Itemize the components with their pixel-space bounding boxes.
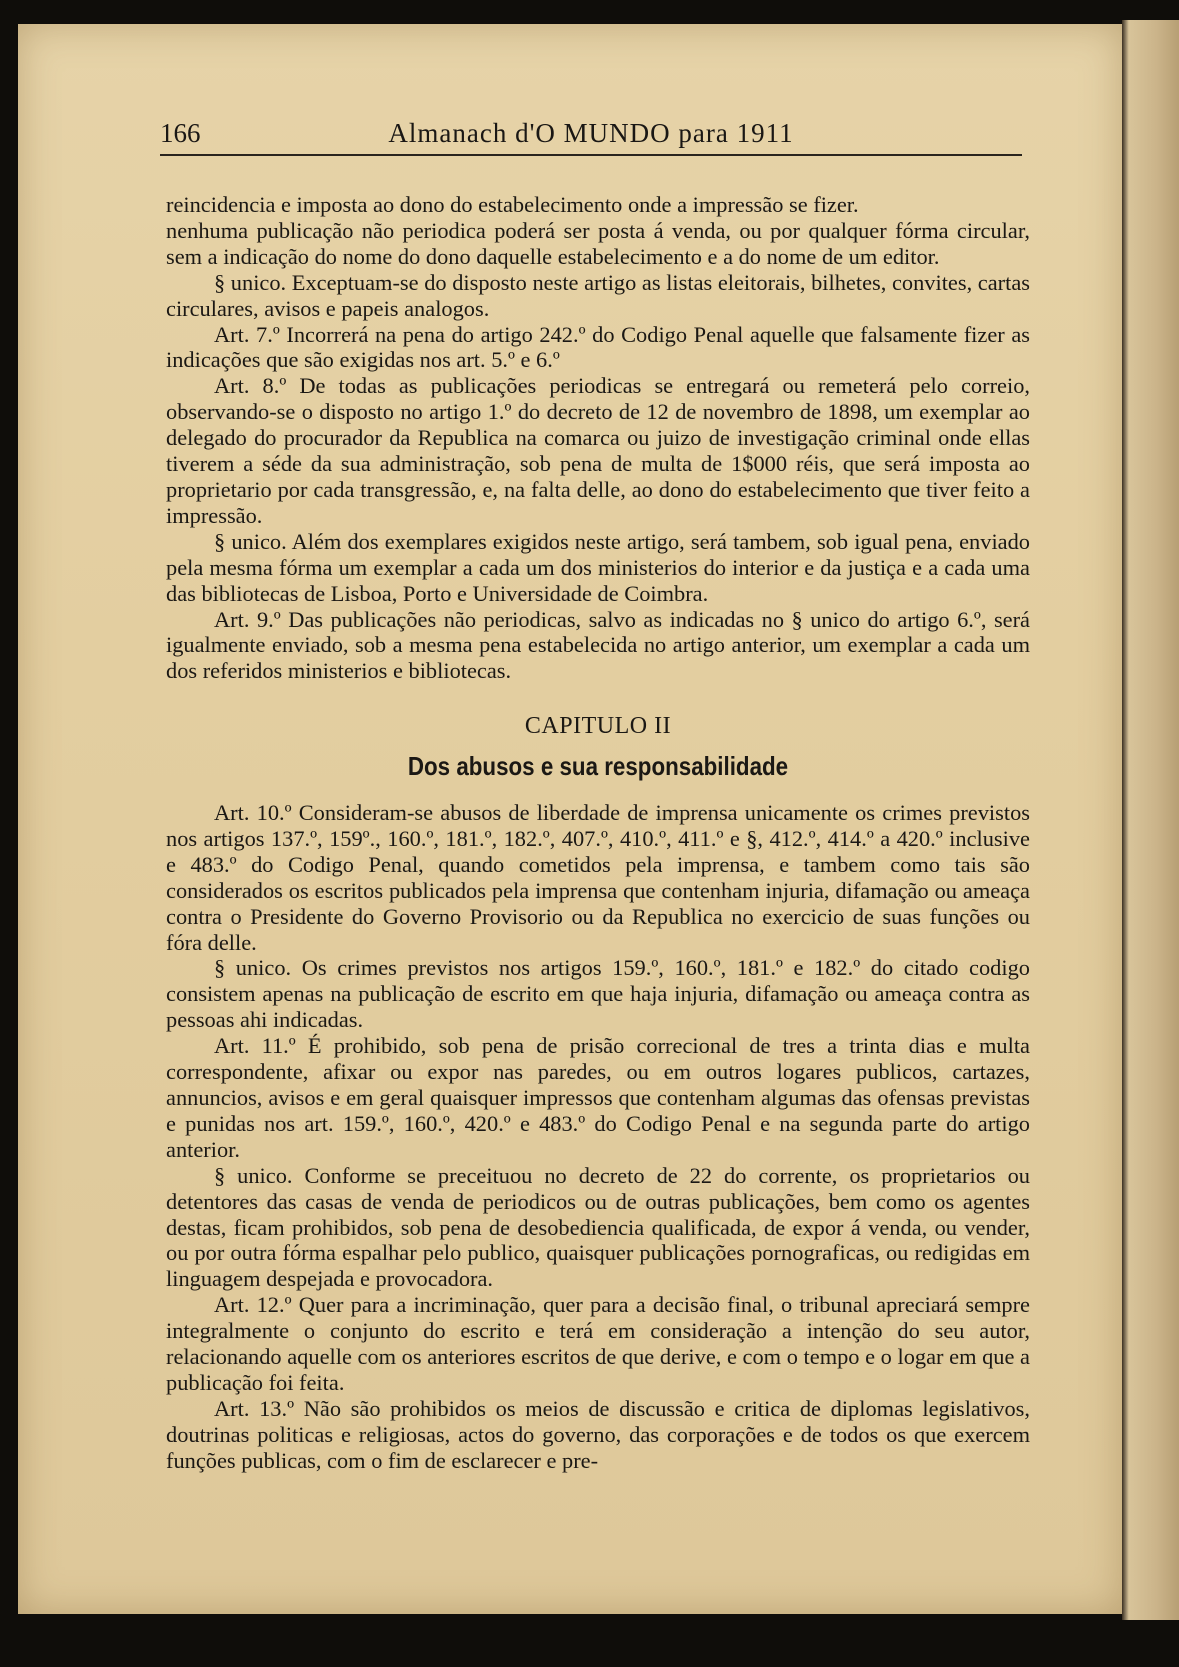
paragraph-unico: § unico. Conforme se preceituou no decreto de 22 do corrente, os proprietarios ou detentores das casas de venda de periodicos ou de outras publicações, bem como os agentes destas, ficam prohibidos, sob pena de desobediencia qualificada, de expor á venda, ou vender, ou por outra fórma espalhar pelo publico, quaisquer publicações pornograficas, ou redigidas em linguagem despejada e provocadora. — [166, 1162, 1030, 1292]
paragraph-art-12: Art. 12.º Quer para a incriminação, quer para a decisão final, o tribunal apreciará sempre integralmente o conjunto do escrito e terá em consideração a intenção do seu autor, relacionando aquelle com os anteriores escritos de que derive, e com o tempo e o logar em que a publicação foi feita. — [166, 1292, 1030, 1395]
chapter-title: Dos abusos e sua responsabilidade — [407, 751, 789, 782]
header-rule — [160, 154, 1022, 156]
page-number: 166 — [160, 118, 201, 148]
paragraph-unico: § unico. Os crimes previstos nos artigos 159.º, 160.º, 181.º e 182.º do citado codigo consistem apenas na publicação de escrito em que haja injuria, difamação ou ameaça contra as pessoas ahi indicadas. — [166, 955, 1030, 1033]
running-header — [160, 112, 1022, 152]
paragraph-unico: § unico. Exceptuam-se do disposto neste artigo as listas eleitorais, bilhetes, convites, cartas circulares, avisos e papeis analogos. — [166, 269, 1030, 321]
paragraph-art-13: Art. 13.º Não são prohibidos os meios de discussão e critica de diplomas legislativos, doutrinas politicas e religiosas, actos do governo, das corporações e de todos os que exercem funções publicas, com o fim de esclarecer e pre- — [166, 1395, 1030, 1473]
article-body — [166, 192, 1030, 1474]
paragraph-art-7: Art. 7.º Incorrerá na pena do artigo 242.º do Codigo Penal aquelle que falsamente fizer as indicações que são exigidas nos art. 5.º e 6.º — [166, 321, 1030, 373]
paragraph-art-8: Art. 8.º De todas as publicações periodicas se entregará ou remeterá pelo correio, observando-se o disposto no artigo 1.º do decreto de 12 de novembro de 1898, um exemplar ao delegado do procurador da Republica na comarca ou juizo de investigação criminal onde ellas tiverem a séde da sua administração, sob pena de multa de 1$000 réis, que será imposta ao proprietario por cada transgressão, e, na falta delle, ao dono do estabelecimento que tiver feito a impressão. — [166, 373, 1030, 528]
paragraph-continuation: reincidencia e imposta ao dono do estabelecimento onde a impressão se fizer. — [166, 192, 859, 217]
paragraph-art-10: Art. 10.º Consideram-se abusos de liberdade de imprensa unicamente os crimes previstos nos artigos 137.º, 159º., 160.º, 181.º, 182.º, 407.º, 410.º, 411.º e §, 412.º, 414.º a 420.º inclusive e 483.º do Codigo Penal, quando cometidos pela imprensa, e tambem como tais são considerados os escritos publicados pela imprensa que contenham injuria, difamação ou ameaça contra o Presidente do Governo Provisorio ou da Republica no exercicio de suas funções ou fóra delle. — [166, 800, 1030, 955]
paragraph-unico: § unico. Além dos exemplares exigidos neste artigo, será tambem, sob igual pena, enviado pela mesma fórma um exemplar a cada um dos ministerios do interior e da justiça e a cada uma das bibliotecas de Lisboa, Porto e Universidade de Coimbra. — [166, 528, 1030, 606]
adjacent-page-edge — [1122, 20, 1179, 1620]
paragraph-art-9: Art. 9.º Das publicações não periodicas, salvo as indicadas no § unico do artigo 6.º, será igualmente enviado, sob a mesma pena estabelecida no artigo anterior, um exemplar a cada um dos referidos ministerios e bibliotecas. — [166, 606, 1030, 684]
paragraph-art-11: Art. 11.º É prohibido, sob pena de prisão correcional de tres a trinta dias e multa correspondente, afixar ou expor nas paredes, ou em outros logares publicos, cartazes, annuncios, avisos e em geral quaisquer impressos que contenham algumas das ofensas previstas e punidas nos art. 159.º, 160.º, 420.º e 483.º do Codigo Penal e na segunda parte do artigo anterior. — [166, 1033, 1030, 1162]
chapter-number: CAPITULO II — [524, 713, 672, 740]
paragraph: nenhuma publicação não periodica poderá ser posta á venda, ou por qualquer fórma circular, sem a indicação do nome do dono daquelle estabelecimento e a do nome de um editor. — [166, 217, 1030, 269]
running-title: Almanach d'O MUNDO para 1911 — [388, 118, 794, 148]
